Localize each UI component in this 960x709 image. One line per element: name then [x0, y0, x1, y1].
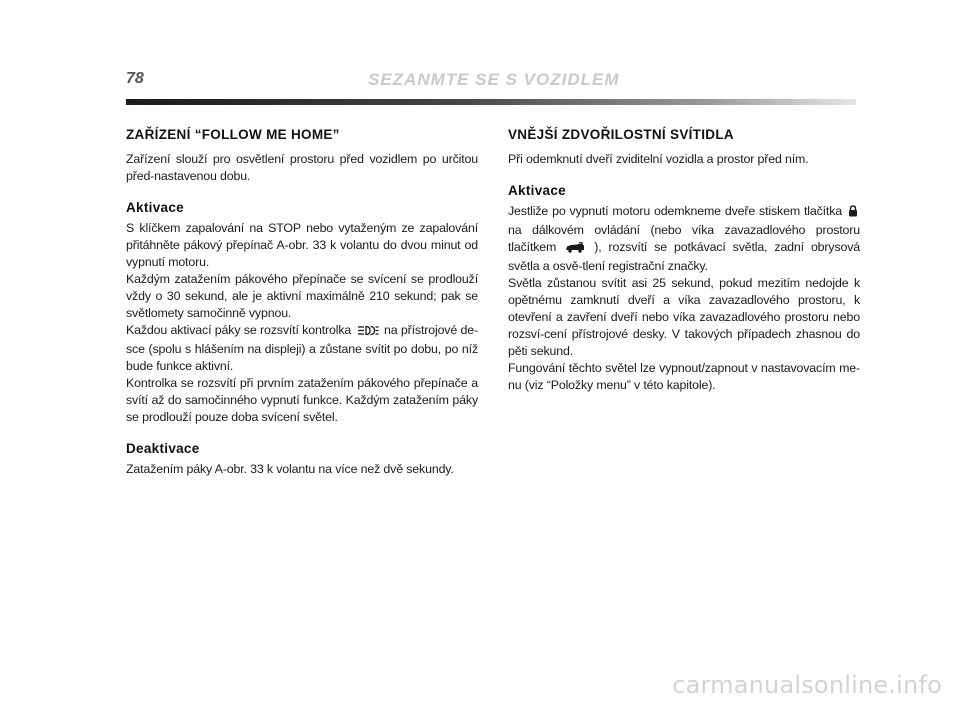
left-activation-p3-a: Každou aktivací páky se rozsvítí kontrolka — [126, 323, 352, 337]
right-activation-p1-a: Jestliže po vypnutí motoru odemkneme dveře stiskem tlačítka — [508, 204, 843, 218]
left-activation-p3-b: na přístrojové de-sce (spolu s hlášením na displeji) a zůstane svítit po dobu, po níž bude funkce aktivní. — [126, 323, 478, 373]
right-activation-p1-b: na dálkovém ovládání (nebo víka zavazadlového prostoru tlačítkem — [508, 223, 860, 254]
left-deactivation-p1: Zatažením páky A-obr. 33 k volantu na více než dvě sekundy. — [126, 462, 454, 476]
right-activation-heading: Aktivace — [508, 183, 566, 198]
courtesy-lights-intro: Při odemknutí dveří zviditelní vozidla a prostor před ním. — [508, 152, 809, 166]
right-column — [508, 126, 860, 394]
left-activation-p4: Kontrolka se rozsvítí při prvním zatažením pákového přepínače a svítí až do samočinného vypnutí funkce. Každým zatažením páky se prodlouží pouze doba svícení světel. — [126, 376, 478, 424]
right-activation-p2: Světla zůstanou svítit asi 25 sekund, pokud mezitím nedojde k opětnému zamknutí dveří a víka zavazadlového prostoru, k otevření a zavření dveří nebo víka zavazadlového prostoru nebo rozsví-cení přístrojové desky. V takových případech zhasnou do pěti sekund. — [508, 276, 860, 358]
page-number: 78 — [126, 70, 144, 87]
courtesy-lights-title: VNĚJŠÍ ZDVOŘILOSTNÍ SVÍTIDLA — [508, 127, 734, 142]
left-activation-p2: Každým zatažením pákového přepínače se svícení se prodlouží vždy o 30 sekund, ale je aktivní maximálně 210 sekund; pak se světlomety samočinně vypnou. — [126, 272, 478, 320]
right-activation-p3: Fungování těchto světel lze vypnout/zapnout v nastavovacím me-nu (viz “Položky menu” v této kapitole). — [508, 361, 860, 392]
lock-icon — [848, 205, 858, 222]
right-activation-p1 — [508, 203, 860, 275]
watermark: carmanualsonline.info — [672, 671, 942, 699]
headlight-icon — [357, 324, 379, 341]
follow-me-home-intro: Zařízení slouží pro osvětlení prostoru před vozidlem po určitou před-nastavenou dobu. — [126, 152, 478, 183]
left-deactivation-heading: Deaktivace — [126, 441, 200, 456]
left-column — [126, 126, 478, 478]
right-activation-p1-c: ), rozsvítí se potkávací světla, zadní obrysová světla a osvě-tlení registrační značky. — [508, 240, 861, 273]
left-activation-p1: S klíčkem zapalování na STOP nebo vytaženým ze zapalování přitáhněte pákový přepínač A-obr. 33 k volantu do dvou minut od vypnutí motoru. — [126, 221, 478, 269]
left-activation-heading: Aktivace — [126, 200, 184, 215]
running-header: SEZANMTE SE S VOZIDLEM — [368, 70, 620, 89]
car-trunk-icon — [565, 241, 585, 258]
left-activation-p3 — [126, 322, 478, 375]
header-rule — [126, 99, 856, 105]
follow-me-home-title: ZAŘÍZENÍ “FOLLOW ME HOME” — [126, 127, 340, 142]
